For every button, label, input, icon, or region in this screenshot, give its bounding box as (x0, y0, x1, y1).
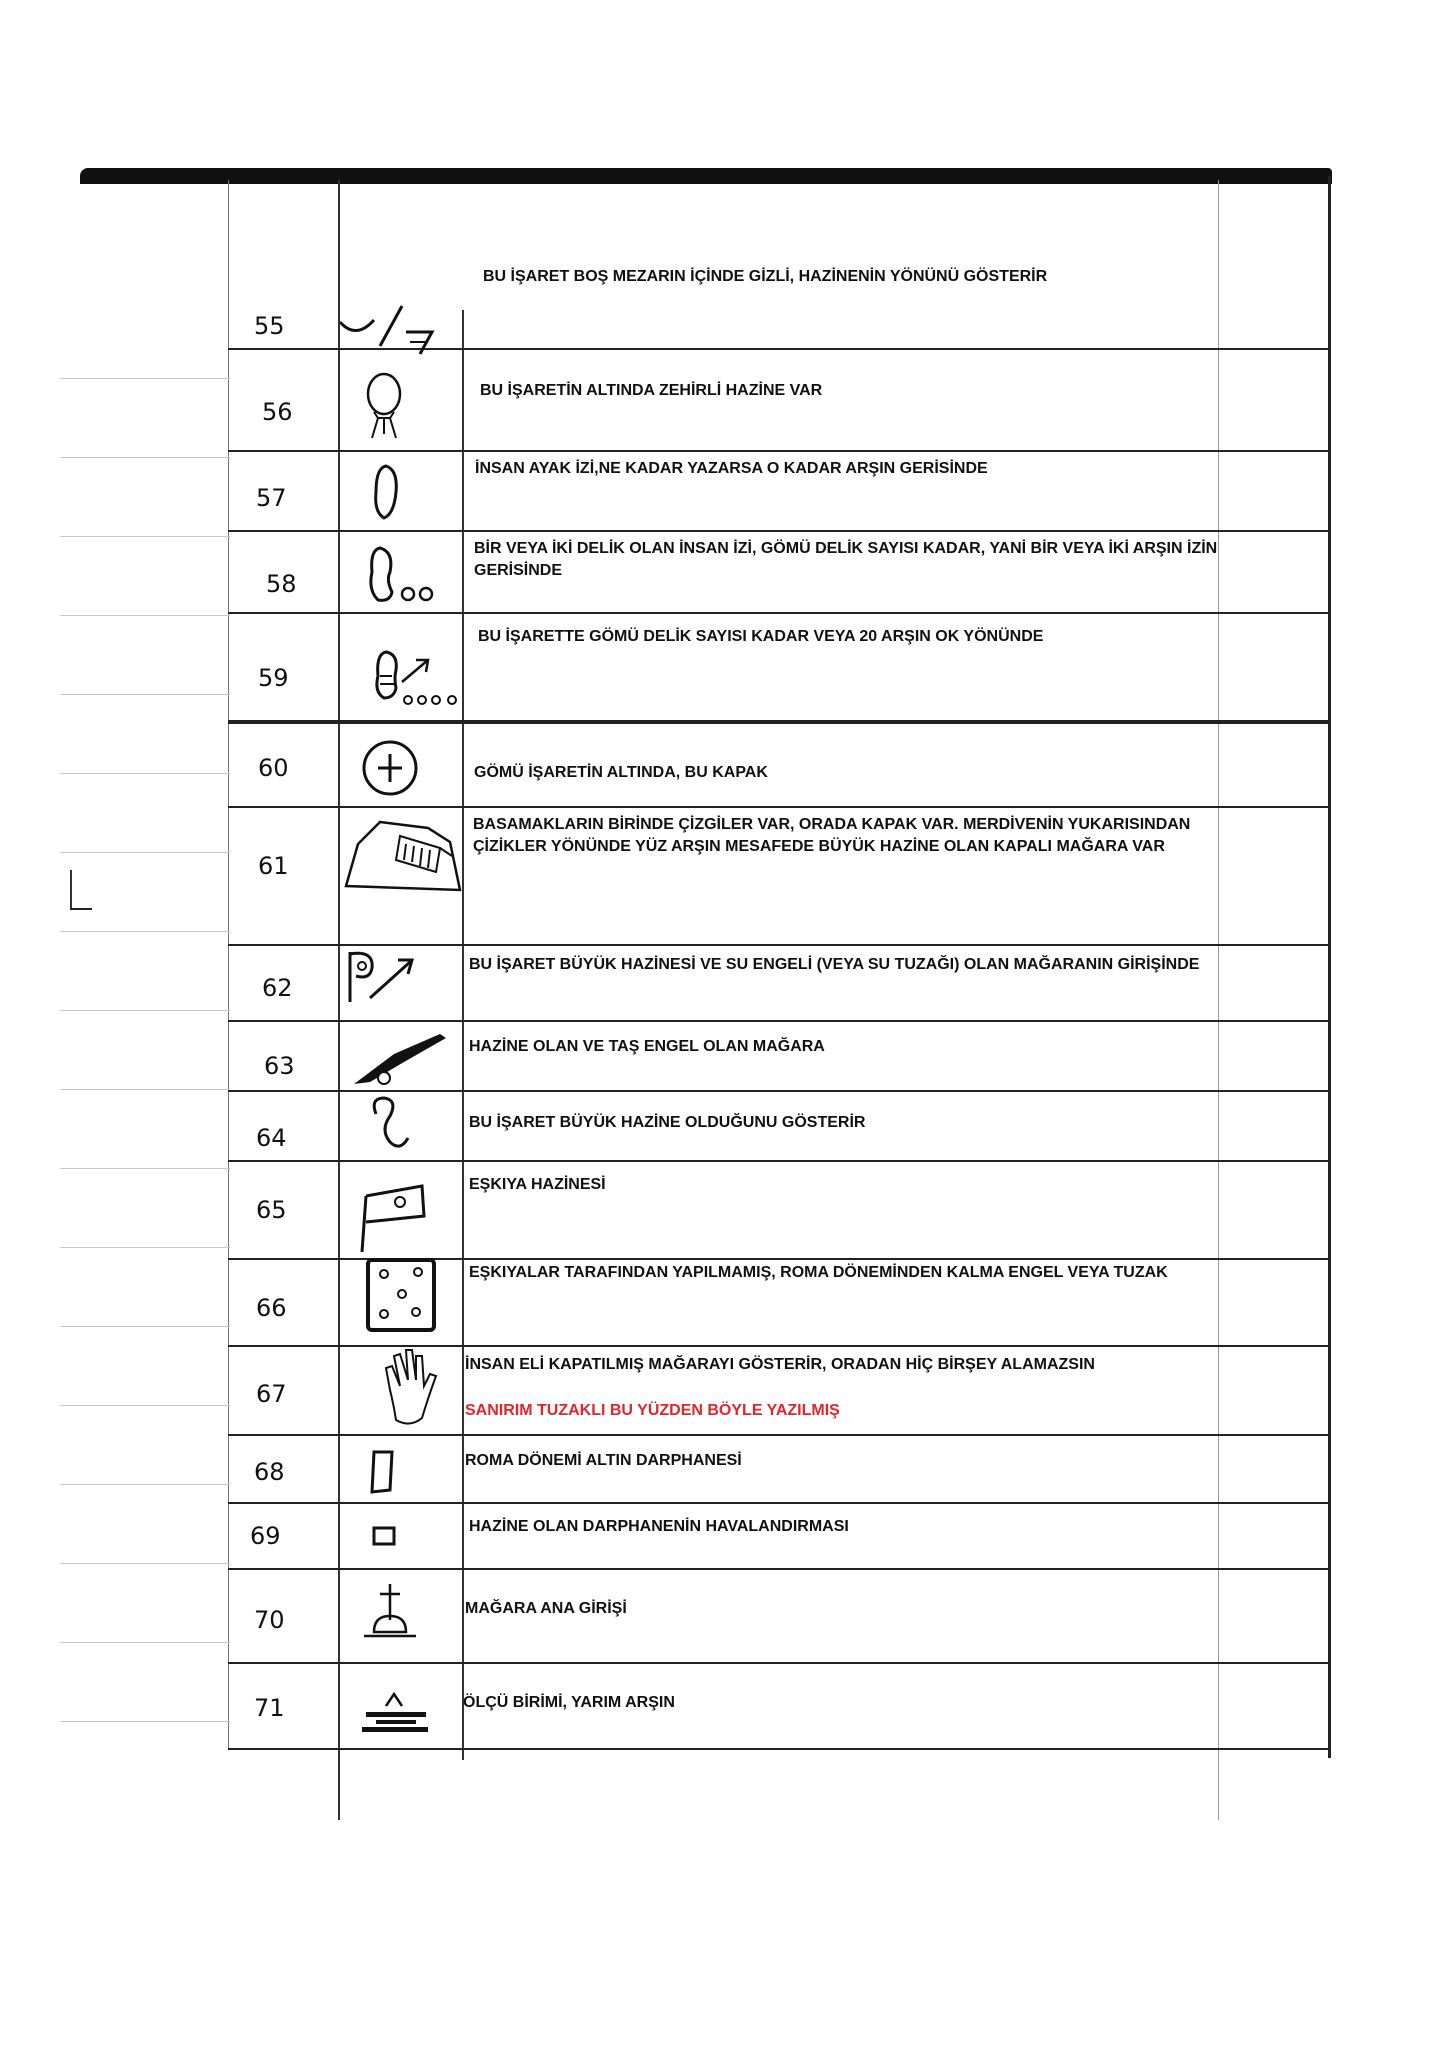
row-description: EŞKIYALAR TARAFINDAN YAPILMAMIŞ, ROMA DÖNEMİNDEN KALMA ENGEL VEYA TUZAK (469, 1264, 1168, 1281)
row-description: BU İŞARET BÜYÜK HAZİNE OLDUĞUNU GÖSTERİR (469, 1114, 866, 1131)
row-divider (228, 450, 1328, 452)
row-description: ROMA DÖNEMİ ALTIN DARPHANESİ (465, 1452, 742, 1469)
dome-cross-icon (360, 1580, 420, 1646)
row-number: 65 (256, 1196, 287, 1224)
margin-mark (70, 870, 72, 910)
row-divider (228, 806, 1328, 808)
footprint-arrow-holes-icon (372, 648, 468, 712)
row-description: BASAMAKLARIN BİRİNDE ÇİZGİLER VAR, ORADA KAPAK VAR. MERDİVENİN YUKARISINDAN ÇİZİKLER YÖNÜNDE YÜZ ARŞIN MESAFEDE BÜYÜK HAZİNE OLAN KAPALI MAĞARA VAR (473, 816, 1191, 855)
arc-slash-seven-icon (336, 300, 446, 360)
top-border (80, 168, 1332, 184)
row-description: BU İŞARETTE GÖMÜ DELİK SAYISI KADAR VEYA 20 ARŞIN OK YÖNÜNDE (478, 628, 1044, 645)
row-description: BU İŞARETİN ALTINDA ZEHİRLİ HAZİNE VAR (480, 382, 823, 399)
row-description: GÖMÜ İŞARETİN ALTINDA, BU KAPAK (474, 764, 768, 781)
row-divider (228, 1434, 1328, 1436)
row-number: 57 (256, 484, 287, 512)
row-description: İNSAN ELİ KAPATILMIŞ MAĞARAYI GÖSTERİR, ORADAN HİÇ BİRŞEY ALAMAZSIN (465, 1356, 1095, 1373)
dotted-square-icon (364, 1256, 440, 1336)
row-number: 61 (258, 852, 289, 880)
row-number: 71 (254, 1694, 285, 1722)
stone-slab-icon (350, 1028, 450, 1088)
row-divider (228, 612, 1328, 614)
margin-mark (70, 908, 92, 910)
row-number: 59 (258, 664, 289, 692)
row-number: 56 (262, 398, 293, 426)
row-divider (228, 1568, 1328, 1570)
row-divider (228, 1748, 1328, 1750)
row-number: 66 (256, 1294, 287, 1322)
row-divider (228, 1502, 1328, 1504)
row-description: BU İŞARET BOŞ MEZARIN İÇİNDE GİZLİ, HAZİNENİN YÖNÜNÜ GÖSTERİR (483, 268, 1048, 285)
footprint-icon (368, 462, 408, 522)
red-note: SANIRIM TUZAKLI BU YÜZDEN BÖYLE YAZILMIŞ (465, 1402, 840, 1419)
flag-icon (356, 1182, 436, 1256)
p-arrow-icon (344, 948, 424, 1008)
row-number: 55 (254, 312, 285, 340)
row-description: BU İŞARET BÜYÜK HAZİNESİ VE SU ENGELİ (VEYA SU TUZAĞI) OLAN MAĞARANIN GİRİŞİNDE (469, 956, 1200, 973)
right-border (1328, 176, 1331, 1758)
row-divider (228, 944, 1328, 946)
row-description: EŞKIYA HAZİNESİ (469, 1176, 606, 1193)
row-description: BİR VEYA İKİ DELİK OLAN İNSAN İZİ, GÖMÜ DELİK SAYISI KADAR, YANİ BİR VEYA İKİ ARŞIN İZİN GERİSİNDE (474, 540, 1218, 579)
row-number: 67 (256, 1380, 287, 1408)
column-line-right-faint (1218, 180, 1219, 1820)
caret-bars-icon (360, 1690, 430, 1736)
small-square-icon (370, 1524, 400, 1550)
row-number: 68 (254, 1458, 285, 1486)
circle-cross-icon (360, 738, 420, 798)
tall-rectangle-icon (368, 1448, 398, 1496)
row-description: HAZİNE OLAN DARPHANENİN HAVALANDIRMASI (469, 1518, 849, 1535)
margin-ruling (60, 300, 230, 1740)
row-description: HAZİNE OLAN VE TAŞ ENGEL OLAN MAĞARA (469, 1038, 825, 1055)
row-divider (228, 1662, 1328, 1664)
row-number: 70 (254, 1606, 285, 1634)
human-hand-icon (376, 1346, 442, 1430)
column-line-number (338, 180, 340, 1820)
footprint-two-holes-icon (364, 544, 444, 606)
row-number: 60 (258, 754, 289, 782)
row-divider (228, 1090, 1328, 1092)
row-divider (228, 1160, 1328, 1162)
stairs-cover-icon (340, 816, 464, 896)
poison-flask-icon (360, 370, 420, 444)
row-number: 69 (250, 1522, 281, 1550)
row-description: İNSAN AYAK İZİ,NE KADAR YAZARSA O KADAR ARŞIN GERİSİNDE (475, 460, 988, 477)
row-number: 62 (262, 974, 293, 1002)
row-description: MAĞARA ANA GİRİŞİ (465, 1600, 627, 1617)
row-divider (228, 720, 1328, 724)
row-number: 58 (266, 570, 297, 598)
row-divider (228, 530, 1328, 532)
hook-curve-icon (360, 1094, 420, 1160)
row-divider (228, 1020, 1328, 1022)
row-number: 64 (256, 1124, 287, 1152)
row-number: 63 (264, 1052, 295, 1080)
row-description: ÖLÇÜ BİRİMİ, YARIM ARŞIN (463, 1694, 675, 1711)
column-line-symbol (462, 310, 464, 1760)
